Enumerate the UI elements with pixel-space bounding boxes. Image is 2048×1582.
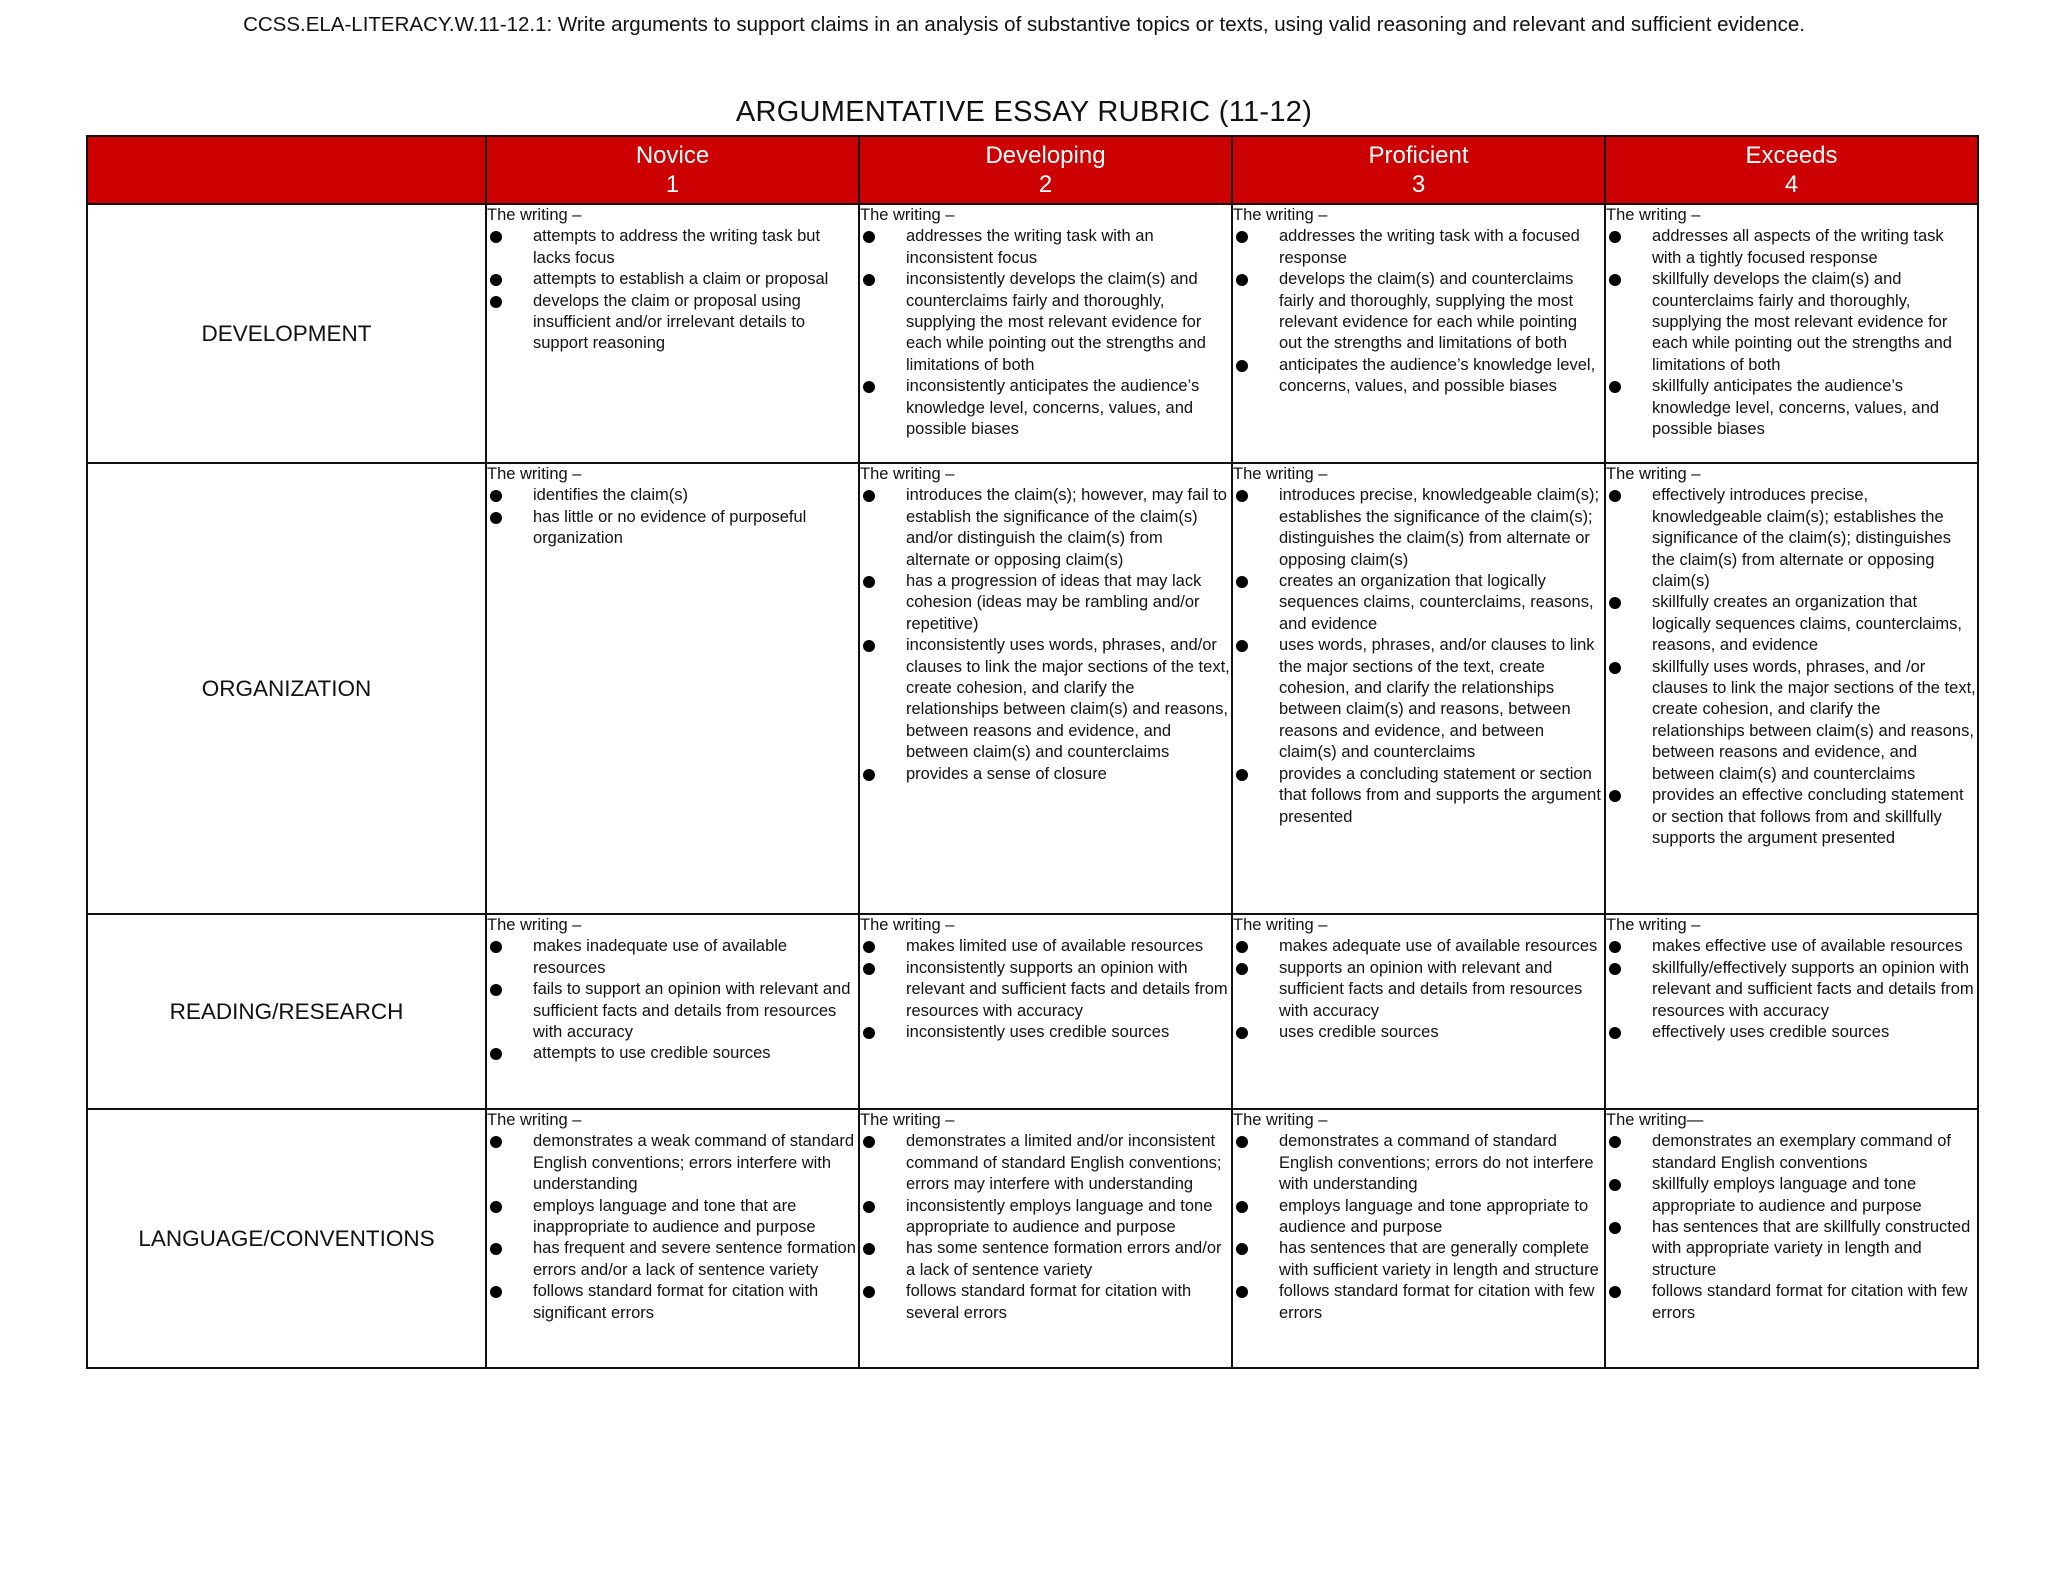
descriptor-item: inconsistently employs language and tone appropriate to audience and purpose	[860, 1196, 1231, 1239]
standard-statement: CCSS.ELA-LITERACY.W.11-12.1: Write arguments to support claims in an analysis of substantive topics or texts, using valid reasoning and relevant and sufficient evidence.	[243, 13, 1805, 36]
row-organization	[87, 463, 1978, 914]
descriptor-lead: The writing –	[860, 465, 955, 483]
descriptor-item: employs language and tone appropriate to audience and purpose	[1233, 1196, 1604, 1239]
descriptor-lead: The writing –	[860, 1111, 955, 1129]
descriptor-lead: The writing –	[1233, 206, 1328, 224]
rubric-table	[86, 135, 1979, 1369]
descriptor-item: uses credible sources	[1233, 1022, 1604, 1043]
descriptor-lead: The writing –	[1233, 465, 1328, 483]
descriptor-lead: The writing –	[487, 1111, 582, 1129]
descriptor-item: skillfully uses words, phrases, and /or clauses to link the major sections of the text, create cohesion, and clarify the relationships between claim(s) and reasons, between reasons and evidence, and between claim(s) and counterclaims	[1606, 657, 1977, 785]
level-name: Novice	[635, 142, 710, 169]
descriptor-item: demonstrates an exemplary command of standard English conventions	[1606, 1131, 1977, 1174]
descriptor-lead: The writing –	[487, 206, 582, 224]
descriptor-cell	[486, 914, 859, 1109]
descriptor-cell	[859, 463, 1232, 914]
descriptor-item: fails to support an opinion with relevant and sufficient facts and details from resources with accuracy	[487, 979, 858, 1043]
descriptor-lead: The writing –	[1606, 206, 1701, 224]
criterion-label: READING/RESEARCH	[87, 914, 486, 1109]
criterion-label: ORGANIZATION	[87, 463, 486, 914]
descriptor-item: identifies the claim(s)	[487, 485, 858, 506]
descriptor-list	[487, 1131, 858, 1324]
descriptor-item: skillfully/effectively supports an opinion with relevant and sufficient facts and details from resources with accuracy	[1606, 958, 1977, 1022]
descriptor-item: follows standard format for citation with several errors	[860, 1281, 1231, 1324]
descriptor-item: makes inadequate use of available resources	[487, 936, 858, 979]
descriptor-item: demonstrates a limited and/or inconsistent command of standard English conventions; errors may interfere with understanding	[860, 1131, 1231, 1195]
descriptor-list	[1606, 1131, 1977, 1324]
descriptor-item: demonstrates a command of standard English conventions; errors do not interfere with understanding	[1233, 1131, 1604, 1195]
descriptor-lead: The writing –	[487, 916, 582, 934]
descriptor-list	[1233, 485, 1604, 828]
descriptor-item: follows standard format for citation with few errors	[1606, 1281, 1977, 1324]
descriptor-item: uses words, phrases, and/or clauses to link the major sections of the text, create cohesion, and clarify the relationships between claim(s) and reasons, between reasons and evidence, and between claim(s) and counterclaims	[1233, 635, 1604, 763]
row-language-conventions	[87, 1109, 1978, 1368]
descriptor-item: skillfully creates an organization that logically sequences claims, counterclaims, reasons, and evidence	[1606, 592, 1977, 656]
descriptor-item: has a progression of ideas that may lack cohesion (ideas may be rambling and/or repetitive)	[860, 571, 1231, 635]
descriptor-list	[487, 936, 858, 1064]
descriptor-item: has sentences that are generally complete with sufficient variety in length and structure	[1233, 1238, 1604, 1281]
descriptor-item: has sentences that are skillfully constructed with appropriate variety in length and structure	[1606, 1217, 1977, 1281]
descriptor-cell	[486, 1109, 859, 1368]
descriptor-lead: The writing –	[487, 465, 582, 483]
descriptor-lead: The writing –	[1606, 465, 1701, 483]
descriptor-item: has little or no evidence of purposeful organization	[487, 507, 858, 550]
descriptor-list	[487, 226, 858, 354]
descriptor-item: inconsistently uses credible sources	[860, 1022, 1231, 1043]
descriptor-item: makes adequate use of available resources	[1233, 936, 1604, 957]
descriptor-lead: The writing –	[860, 916, 955, 934]
descriptor-list	[860, 226, 1231, 440]
header-level-novice	[486, 136, 859, 204]
descriptor-list	[487, 485, 858, 549]
level-name: Developing	[985, 142, 1106, 169]
descriptor-item: skillfully develops the claim(s) and counterclaims fairly and thoroughly, supplying the most relevant evidence for each while pointing out the strengths and limitations of both	[1606, 269, 1977, 376]
descriptor-item: makes effective use of available resources	[1606, 936, 1977, 957]
criterion-label: DEVELOPMENT	[87, 204, 486, 463]
page-title: ARGUMENTATIVE ESSAY RUBRIC (11-12)	[735, 96, 1313, 128]
descriptor-cell	[1605, 204, 1978, 463]
descriptor-cell	[859, 914, 1232, 1109]
descriptor-item: has frequent and severe sentence formation errors and/or a lack of sentence variety	[487, 1238, 858, 1281]
descriptor-item: follows standard format for citation with few errors	[1233, 1281, 1604, 1324]
descriptor-cell	[1605, 463, 1978, 914]
descriptor-cell	[486, 463, 859, 914]
descriptor-item: develops the claim(s) and counterclaims fairly and thoroughly, supplying the most relevant evidence for each while pointing out the strengths and limitations of both	[1233, 269, 1604, 355]
descriptor-item: attempts to establish a claim or proposal	[487, 269, 858, 290]
level-name: Exceeds	[1745, 142, 1838, 169]
descriptor-cell	[486, 204, 859, 463]
descriptor-cell	[859, 1109, 1232, 1368]
row-reading-research	[87, 914, 1978, 1109]
descriptor-cell	[1605, 914, 1978, 1109]
descriptor-cell	[1232, 204, 1605, 463]
descriptor-lead: The writing –	[1233, 1111, 1328, 1129]
header-level-proficient	[1232, 136, 1605, 204]
descriptor-item: attempts to use credible sources	[487, 1043, 858, 1064]
descriptor-item: effectively introduces precise, knowledgeable claim(s); establishes the significance of the claim(s); distinguishes the claim(s) from alternate or opposing claim(s)	[1606, 485, 1977, 592]
descriptor-list	[1606, 485, 1977, 849]
descriptor-cell	[1232, 463, 1605, 914]
descriptor-item: effectively uses credible sources	[1606, 1022, 1977, 1043]
descriptor-item: inconsistently develops the claim(s) and counterclaims fairly and thoroughly, supplying the most relevant evidence for each while pointing out the strengths and limitations of both	[860, 269, 1231, 376]
descriptor-item: inconsistently supports an opinion with relevant and sufficient facts and details from resources with accuracy	[860, 958, 1231, 1022]
descriptor-item: addresses the writing task with a focused response	[1233, 226, 1604, 269]
descriptor-item: provides a sense of closure	[860, 764, 1231, 785]
descriptor-item: creates an organization that logically sequences claims, counterclaims, reasons, and evidence	[1233, 571, 1604, 635]
descriptor-lead: The writing –	[860, 206, 955, 224]
descriptor-cell	[859, 204, 1232, 463]
descriptor-item: addresses all aspects of the writing task with a tightly focused response	[1606, 226, 1977, 269]
descriptor-list	[1233, 226, 1604, 397]
descriptor-lead: The writing –	[1233, 916, 1328, 934]
descriptor-cell	[1605, 1109, 1978, 1368]
descriptor-cell	[1232, 914, 1605, 1109]
descriptor-item: attempts to address the writing task but lacks focus	[487, 226, 858, 269]
level-score: 4	[1784, 171, 1799, 198]
row-development	[87, 204, 1978, 463]
criterion-label: LANGUAGE/CONVENTIONS	[87, 1109, 486, 1368]
descriptor-list	[1233, 1131, 1604, 1324]
level-score: 1	[665, 171, 680, 198]
rubric-header-row	[87, 136, 1978, 204]
descriptor-item: inconsistently anticipates the audience’s knowledge level, concerns, values, and possible biases	[860, 376, 1231, 440]
header-corner-cell	[87, 136, 486, 204]
descriptor-item: employs language and tone that are inappropriate to audience and purpose	[487, 1196, 858, 1239]
descriptor-list	[1233, 936, 1604, 1043]
descriptor-item: provides a concluding statement or section that follows from and supports the argument presented	[1233, 764, 1604, 828]
descriptor-list	[1606, 936, 1977, 1043]
descriptor-item: inconsistently uses words, phrases, and/or clauses to link the major sections of the text, create cohesion, and clarify the relationships between claim(s) and reasons, between reasons and evidence, and between claim(s) and counterclaims	[860, 635, 1231, 763]
descriptor-item: supports an opinion with relevant and sufficient facts and details from resources with accuracy	[1233, 958, 1604, 1022]
descriptor-item: demonstrates a weak command of standard English conventions; errors interfere with understanding	[487, 1131, 858, 1195]
descriptor-item: skillfully employs language and tone appropriate to audience and purpose	[1606, 1174, 1977, 1217]
descriptor-item: introduces precise, knowledgeable claim(s); establishes the significance of the claim(s); distinguishes the claim(s) from alternate or opposing claim(s)	[1233, 485, 1604, 571]
descriptor-cell	[1232, 1109, 1605, 1368]
descriptor-list	[860, 1131, 1231, 1324]
level-name: Proficient	[1368, 142, 1469, 169]
descriptor-item: addresses the writing task with an inconsistent focus	[860, 226, 1231, 269]
descriptor-item: anticipates the audience’s knowledge level, concerns, values, and possible biases	[1233, 355, 1604, 398]
descriptor-item: skillfully anticipates the audience’s knowledge level, concerns, values, and possible biases	[1606, 376, 1977, 440]
descriptor-list	[860, 936, 1231, 1043]
level-score: 2	[1038, 171, 1053, 198]
descriptor-item: follows standard format for citation with significant errors	[487, 1281, 858, 1324]
level-score: 3	[1411, 171, 1426, 198]
descriptor-item: provides an effective concluding statement or section that follows from and skillfully supports the argument presented	[1606, 785, 1977, 849]
descriptor-list	[860, 485, 1231, 785]
header-level-exceeds	[1605, 136, 1978, 204]
descriptor-item: has some sentence formation errors and/or a lack of sentence variety	[860, 1238, 1231, 1281]
descriptor-list	[1606, 226, 1977, 440]
descriptor-item: introduces the claim(s); however, may fail to establish the significance of the claim(s) and/or distinguish the claim(s) from alternate or opposing claim(s)	[860, 485, 1231, 571]
descriptor-item: develops the claim or proposal using insufficient and/or irrelevant details to support reasoning	[487, 291, 858, 355]
descriptor-lead: The writing—	[1606, 1111, 1704, 1129]
descriptor-lead: The writing –	[1606, 916, 1701, 934]
header-level-developing	[859, 136, 1232, 204]
descriptor-item: makes limited use of available resources	[860, 936, 1231, 957]
